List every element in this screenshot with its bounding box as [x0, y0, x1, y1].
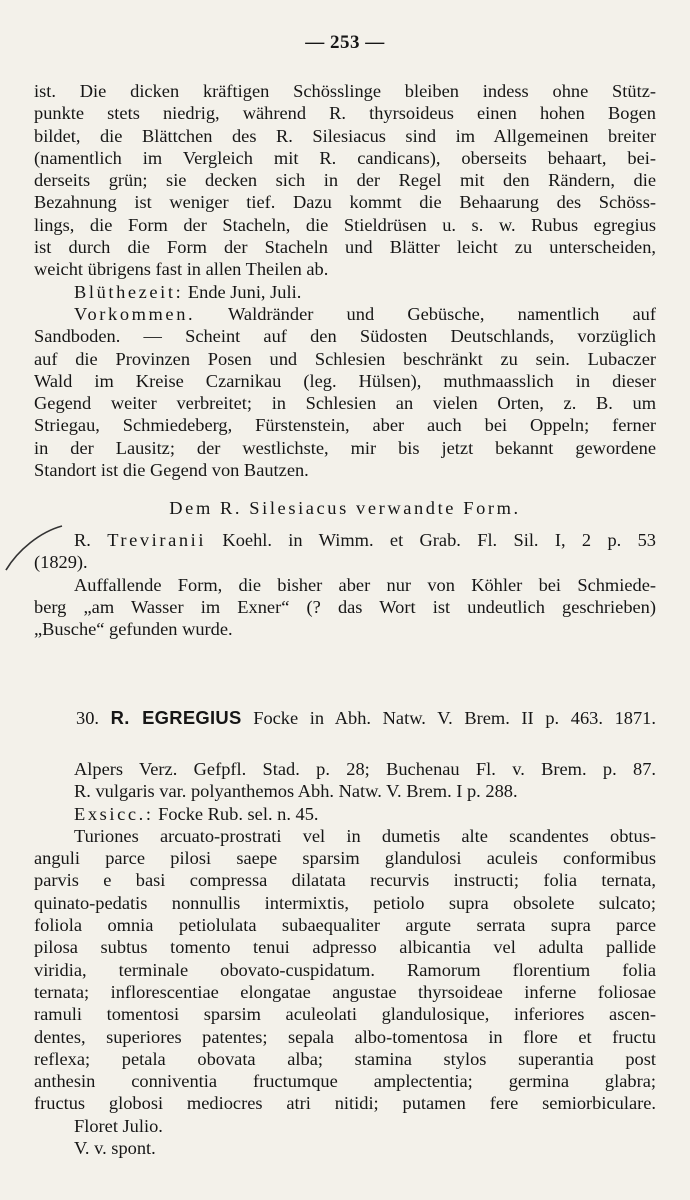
species-year: 1871. — [614, 708, 656, 728]
text-line: in der Lausitz; der westlichste, mir bis jetzt bekannt gewordene — [34, 437, 656, 458]
text-line: „Busche“ gefunden wurde. — [34, 619, 233, 640]
bluethezeit-label: Blüthezeit: — [74, 281, 184, 302]
reference-line: Alpers Verz. Gefpfl. Stad. p. 28; Buchenau Fl. v. Brem. p. 87. — [74, 759, 656, 779]
paragraph-silesiacus-comparison — [34, 80, 656, 481]
treviranii-citation: Koehl. in Wimm. et Grab. Fl. Sil. I, 2 p. 53 — [206, 530, 656, 550]
exsiccata-line — [34, 803, 656, 825]
latin-line: anguli parce pilosi saepe sparsim glandulosi aculeis conformibus — [34, 848, 656, 869]
latin-line: anthesin conniventia fructumque amplectentia; germina glabra; — [34, 1071, 656, 1092]
vorkommen-text: Waldränder und Gebüsche, namentlich auf — [195, 303, 656, 324]
vidi-line: V. v. spont. — [74, 1138, 156, 1159]
treviranii-name: Treviranii — [107, 530, 207, 550]
text-line: derseits grün; sie decken sich in der Regel mit den Rändern, die — [34, 170, 656, 191]
text-line: Wald im Kreise Czarnikau (leg. Hülsen), muthmaasslich in dieser — [34, 370, 656, 391]
latin-line: parvis e basi compressa dilatata recurvis instructi; folia ternata, — [34, 870, 656, 891]
text-line: berg „am Wasser im Exner“ (? das Wort ist undeutlich geschrieben) — [34, 596, 656, 617]
text-line: Gegend weiter verbreitet; in Schlesien an vielen Orten, z. B. um — [34, 393, 656, 414]
text-line: Sandboden. — Scheint auf den Südosten Deutschlands, vorzüglich — [34, 326, 656, 347]
text-line: lings, die Form der Stacheln, die Stieldrüsen u. s. w. Rubus egregius — [34, 214, 656, 235]
latin-line: reflexa; petala obovata alba; stamina stylos superantia post — [34, 1048, 656, 1069]
latin-line: Turiones arcuato-prostrati vel in dumetis alte scandentes obtus- — [74, 825, 656, 846]
treviranii-line — [34, 529, 656, 551]
reference-line: R. vulgaris var. polyanthemos Abh. Natw. V. Brem. I p. 288. — [74, 781, 518, 802]
latin-line: viridia, terminale obovato-cuspidatum. Ramorum florentium folia — [34, 959, 656, 980]
text-line: (namentlich im Vergleich mit R. candicans), oberseits behaart, bei- — [34, 147, 656, 168]
species-citation: Focke in Abh. Natw. V. Brem. II p. 463. — [241, 708, 603, 728]
bluethezeit-line — [34, 281, 656, 303]
entry-number: 30. — [76, 708, 99, 728]
exsiccata-label: Exsicc.: — [74, 803, 154, 824]
floret-line: Floret Julio. — [74, 1115, 163, 1136]
text-line: weicht übrigens fast in allen Theilen ab. — [34, 259, 329, 280]
entry-30-heading — [76, 706, 656, 730]
exsiccata-text: Focke Rub. sel. n. 45. — [153, 803, 319, 824]
latin-line: pilosa subtus tomento tenui adpresso albicantia vel adulta pallide — [34, 937, 656, 958]
page-number: — 253 — — [305, 32, 385, 53]
latin-line: fructus globosi mediocres atri nitidi; putamen fere semiorbiculare. — [34, 1093, 656, 1114]
latin-line: foliola omnia petiolulata subaequaliter argute serrata supra parce — [34, 915, 656, 936]
egregius-description — [34, 758, 656, 1159]
section-heading: Dem R. Silesiacus verwandte Form. — [169, 498, 521, 518]
text-line: Auffallende Form, die bisher aber nur von Köhler bei Schmiede- — [74, 574, 656, 595]
vorkommen-label: Vorkommen. — [74, 303, 196, 324]
vorkommen-line — [34, 303, 656, 325]
latin-line: ramuli tomentosi sparsim aculeolati glandulosique, inferiores ascen- — [34, 1004, 656, 1025]
latin-line: dentes, superiores patentes; sepala albo-tomentosa in flore et fructu — [34, 1026, 656, 1047]
latin-line: quinato-pedatis nonnullis intermixtis, petiolo supra obsolete sulcato; — [34, 892, 656, 913]
text-line: Bezahnung ist weniger tief. Dazu kommt die Behaarung des Schöss- — [34, 192, 656, 213]
treviranii-entry — [34, 529, 656, 640]
text-line: ist. Die dicken kräftigen Schösslinge bleiben indess ohne Stütz- — [34, 81, 656, 101]
text-line: ist durch die Form der Stacheln und Blätter leicht zu unterscheiden, — [34, 237, 656, 258]
bluethezeit-text: Ende Juni, Juli. — [183, 281, 302, 302]
latin-line: ternata; inflorescentiae elongatae angustae thyrsoideae inferne foliosae — [34, 981, 656, 1002]
species-name: R. EGREGIUS — [110, 707, 242, 728]
text-line: bildet, die Blättchen des R. Silesiacus sind im Allgemeinen breiter — [34, 125, 656, 146]
section-heading-block — [34, 497, 656, 519]
treviranii-prefix: R. — [74, 530, 108, 550]
text-line: (1829). — [34, 552, 88, 573]
text-line: Striegau, Schmiedeberg, Fürstenstein, aber auch bei Oppeln; ferner — [34, 415, 656, 436]
text-line: auf die Provinzen Posen und Schlesien beschränkt zu sein. Lubaczer — [34, 348, 656, 369]
text-line: Standort ist die Gegend von Bautzen. — [34, 460, 309, 481]
text-line: punkte stets niedrig, während R. thyrsoideus einen hohen Bogen — [34, 103, 656, 124]
